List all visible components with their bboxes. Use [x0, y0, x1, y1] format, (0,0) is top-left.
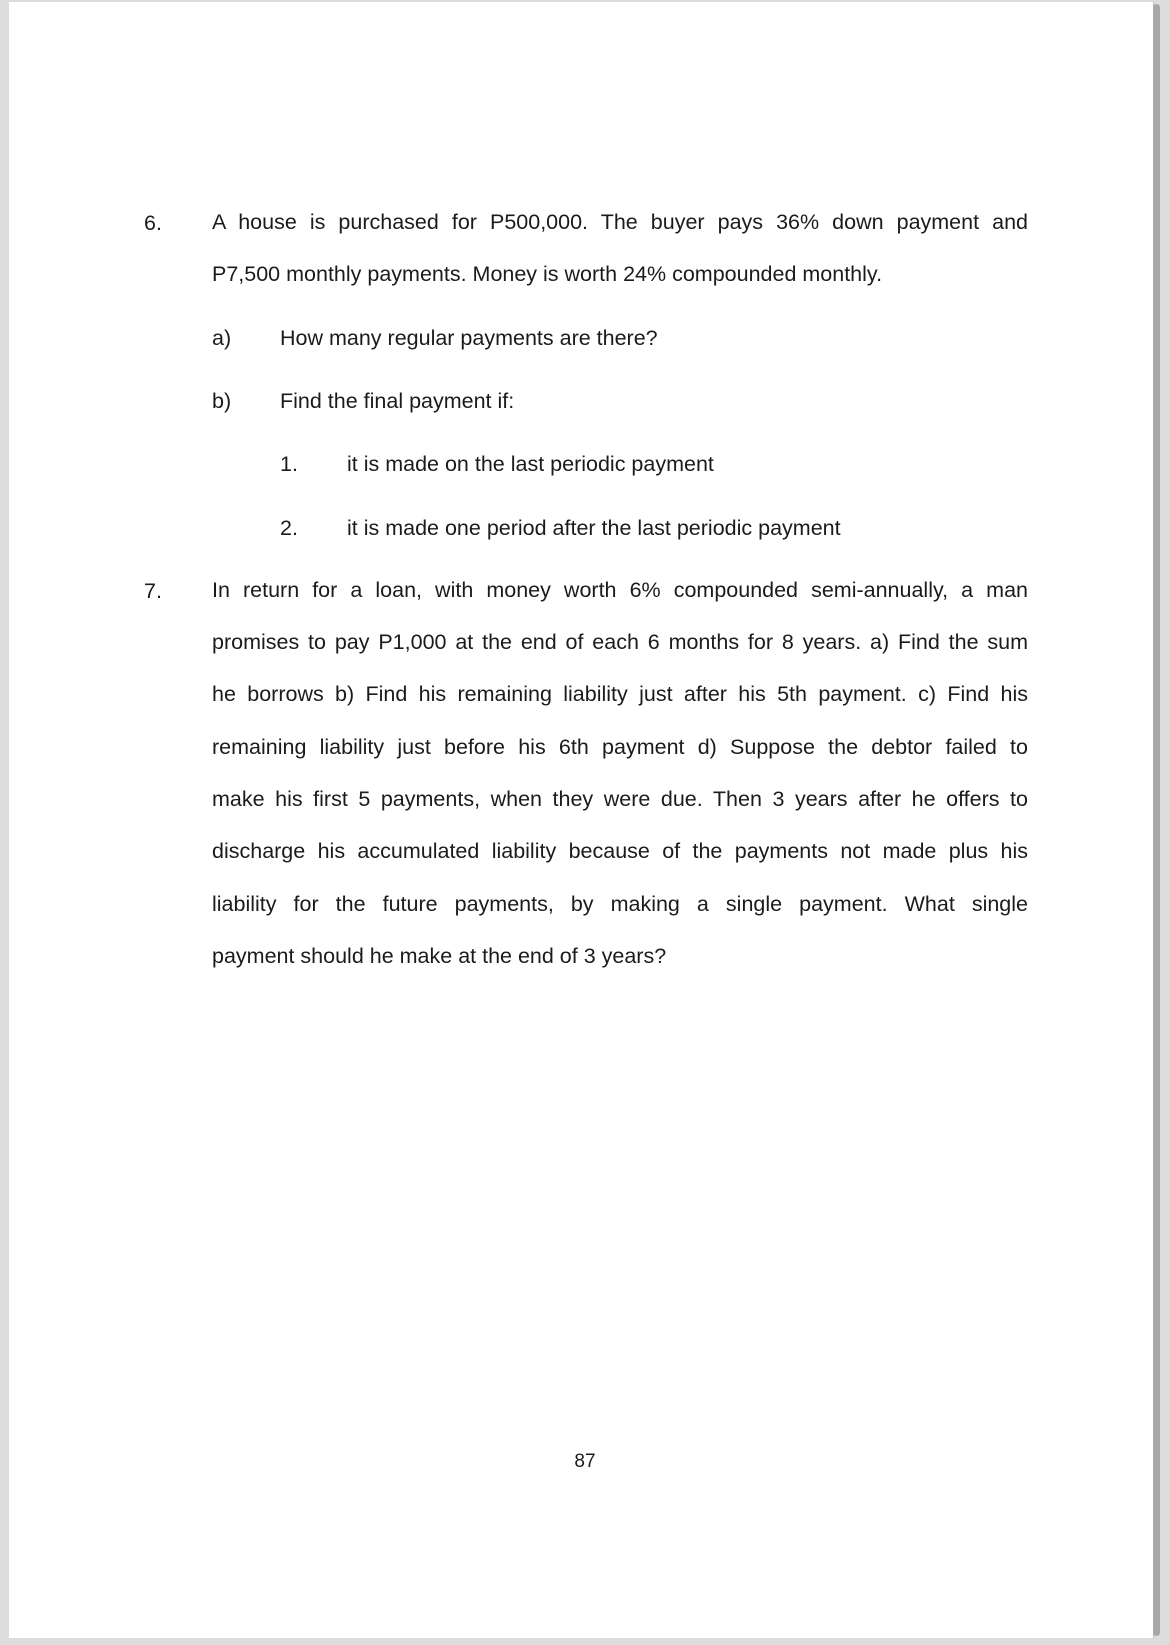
problem-6-line-1: A house is purchased for P500,000. The buyer pays 36% down payment and [212, 210, 1028, 234]
sub-item-a-text: How many regular payments are there? [280, 326, 658, 350]
problem-7-line-7: liability for the future payments, by making a single payment. What single [212, 892, 1028, 916]
problem-7-line-2: promises to pay P1,000 at the end of each 6 months for 8 years. a) Find the sum [212, 630, 1028, 654]
page-number: 87 [574, 1451, 596, 1472]
problem-7-line-1: In return for a loan, with money worth 6% compounded semi-annually, a man [212, 578, 1028, 602]
sub-sub-item-1-label: 1. [280, 452, 298, 476]
problem-6-line-2: P7,500 monthly payments. Money is worth 24% compounded monthly. [212, 262, 883, 286]
problem-7-line-8: payment should he make at the end of 3 years? [212, 944, 667, 968]
problem-7-line-5: make his first 5 payments, when they were due. Then 3 years after he offers to [212, 787, 1028, 811]
vertical-scrollbar[interactable] [1153, 4, 1160, 1636]
sub-item-b-text: Find the final payment if: [280, 389, 515, 413]
problem-7-number: 7. [144, 579, 162, 603]
problem-7-line-4: remaining liability just before his 6th payment d) Suppose the debtor failed to [212, 735, 1028, 759]
document-page [9, 2, 1154, 1638]
problem-7-line-3: he borrows b) Find his remaining liability just after his 5th payment. c) Find his [212, 682, 1028, 706]
sub-item-b-label: b) [212, 389, 232, 413]
problem-7-line-6: discharge his accumulated liability because of the payments not made plus his [212, 839, 1028, 863]
sub-sub-item-1-text: it is made on the last periodic payment [347, 452, 714, 476]
sub-sub-item-2-label: 2. [280, 516, 298, 540]
sub-item-a-label: a) [212, 326, 232, 350]
sub-sub-item-2-text: it is made one period after the last periodic payment [347, 516, 841, 540]
problem-6-number: 6. [144, 211, 162, 235]
